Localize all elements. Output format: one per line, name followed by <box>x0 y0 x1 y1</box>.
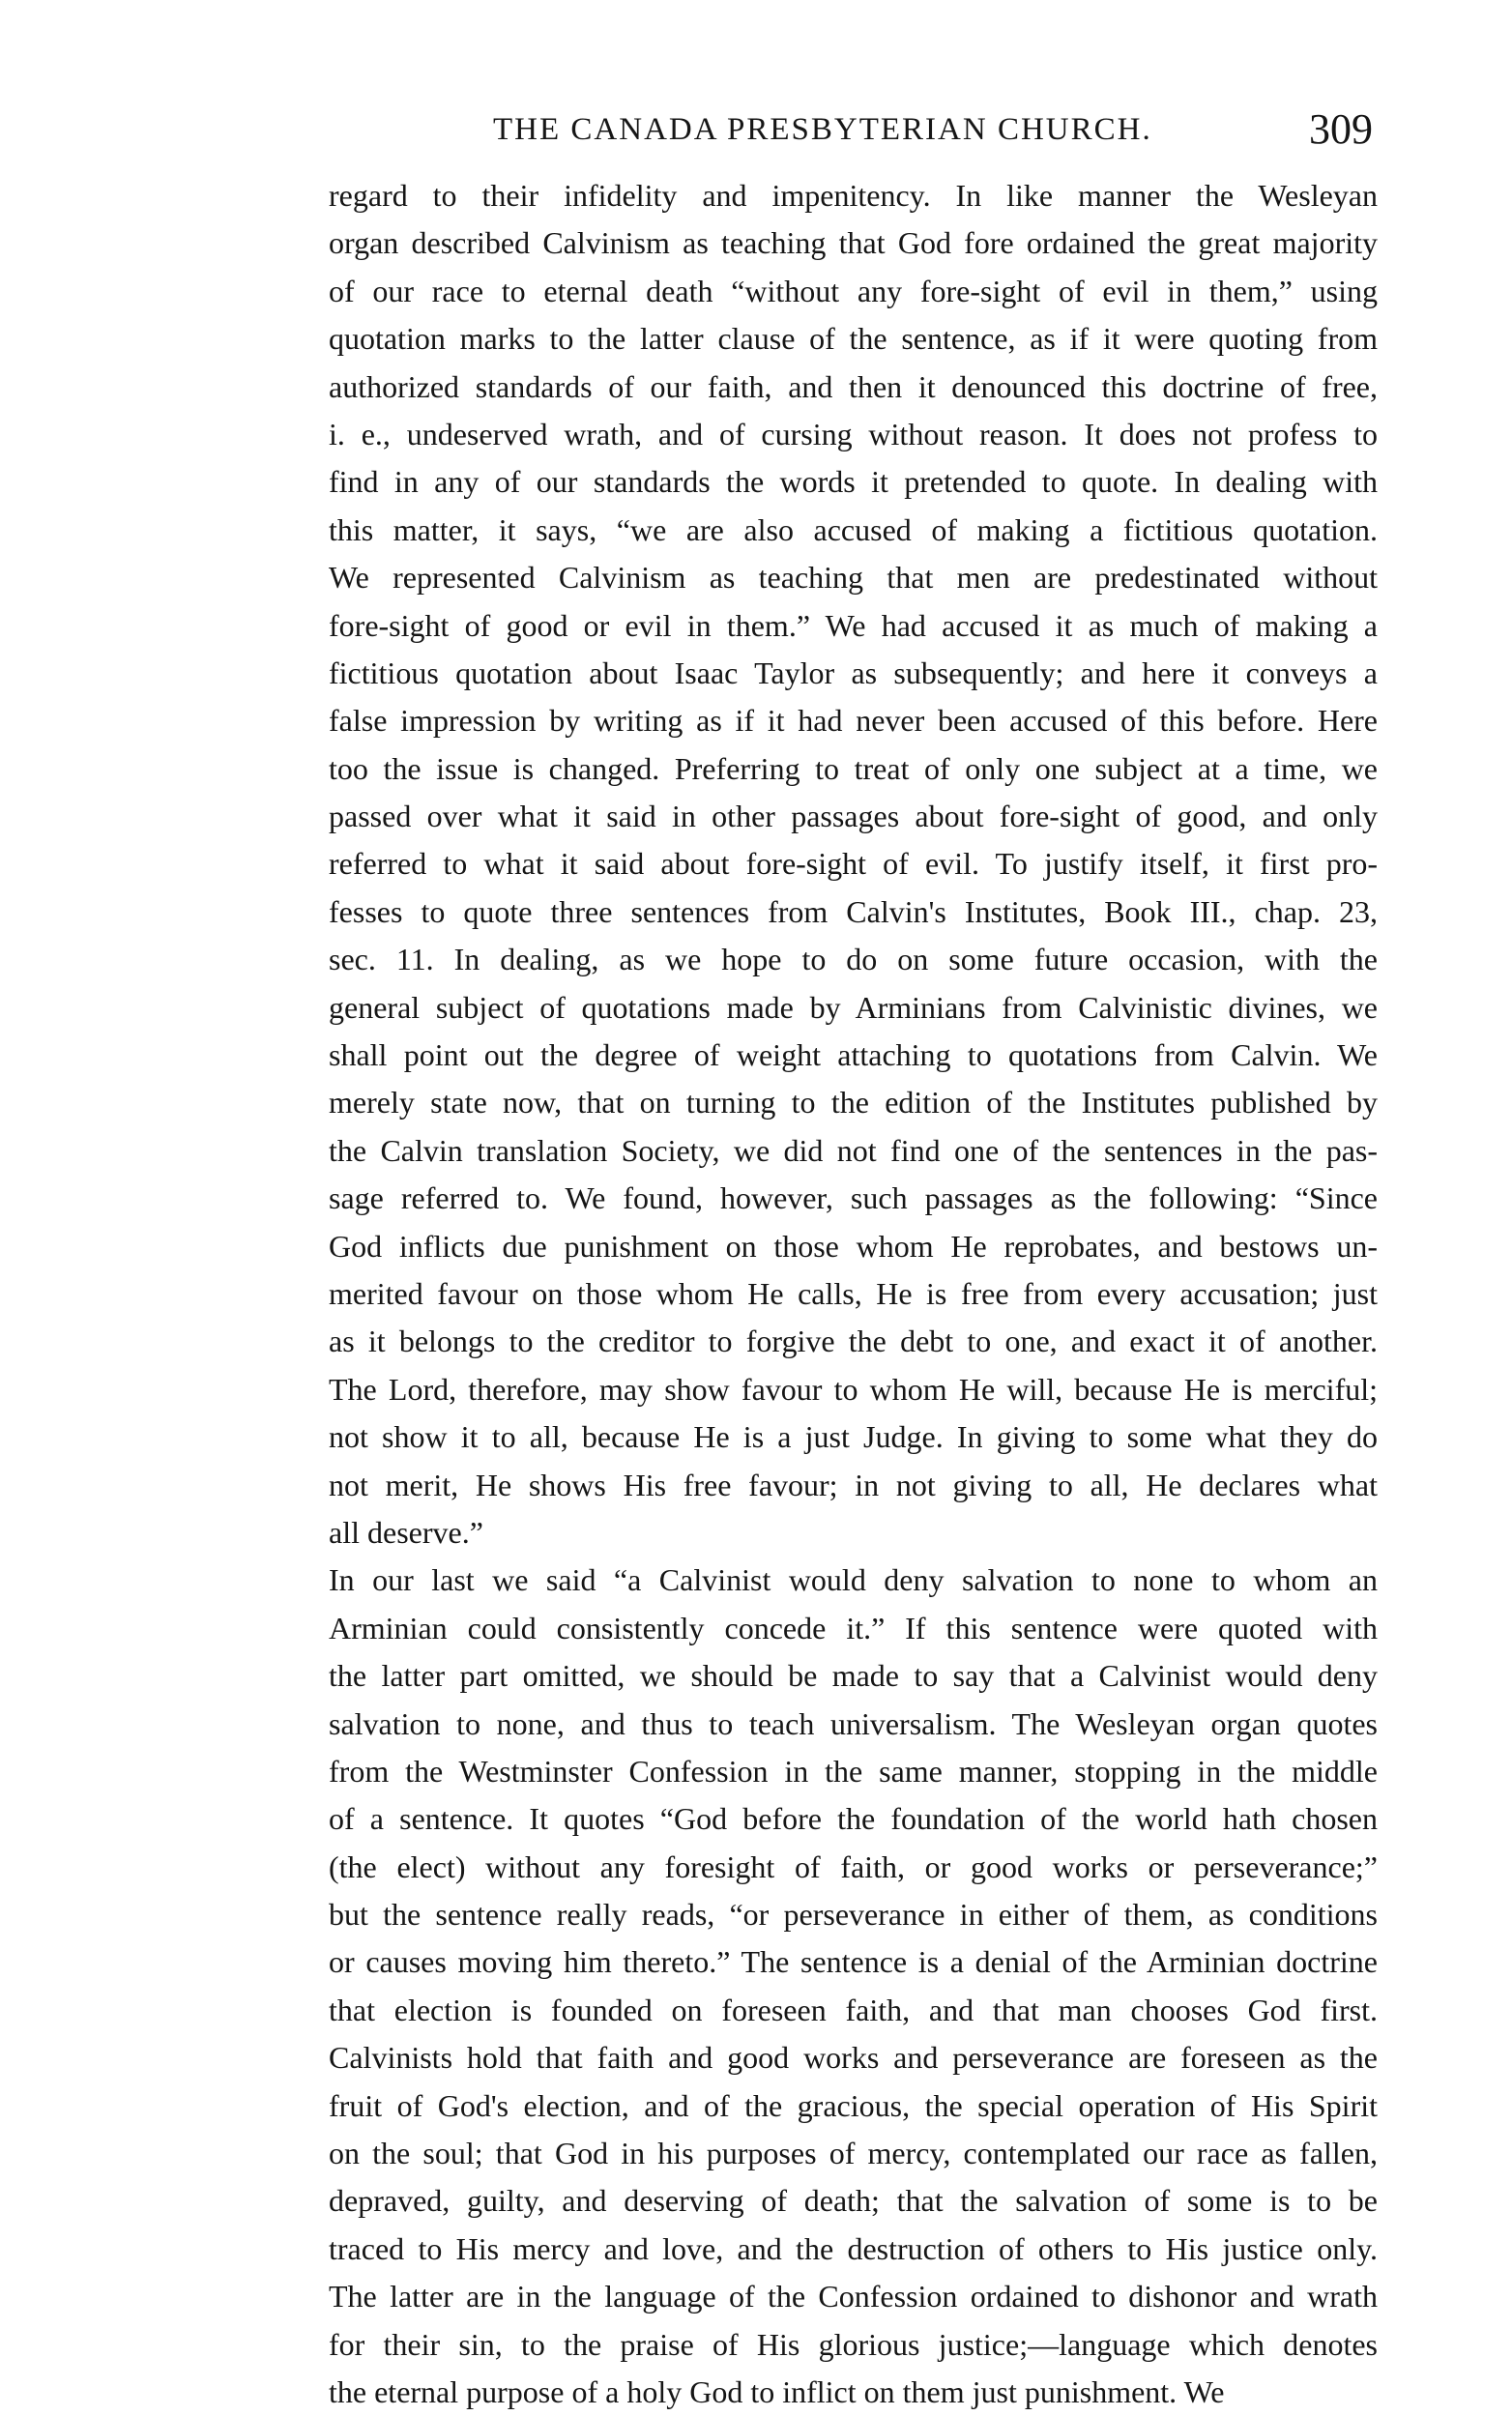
text-line: We represented Calvinism as teaching that men are predestinated without <box>329 560 1378 596</box>
text-line: God inflicts due punishment on those whom He reprobates, and bestows un- <box>329 1228 1378 1264</box>
text-line: Arminian could consistently concede it.” If this sentence were quoted with <box>329 1610 1378 1645</box>
text-line: from the Westminster Confession in the same manner, stopping in the middle <box>329 1753 1378 1789</box>
running-head <box>329 104 1373 162</box>
text-line: on the soul; that God in his purposes of mercy, contemplated our race as fallen, <box>329 2136 1378 2171</box>
text-line: traced to His mercy and love, and the destruction of others to His justice only. <box>329 2230 1378 2266</box>
text-line: (the elect) without any foresight of faith, or good works or perseverance;” <box>329 1848 1378 1884</box>
text-line: In our last we said “a Calvinist would deny salvation to none to whom an <box>329 1562 1378 1598</box>
text-line: but the sentence really reads, “or perseverance in either of them, as conditions <box>329 1897 1378 1933</box>
paragraph-1 <box>329 172 1378 1557</box>
text-line: The Lord, therefore, may show favour to whom He will, because He is merciful; <box>329 1371 1378 1407</box>
text-line: fruit of God's election, and of the gracious, the special operation of His Spirit <box>329 2087 1378 2123</box>
text-line: this matter, it says, “we are also accused of making a fictitious quotation. <box>329 511 1378 547</box>
text-line: merely state now, that on turning to the edition of the Institutes published by <box>329 1085 1378 1121</box>
page-number: 309 <box>1309 105 1373 153</box>
text-line: all deserve.” <box>329 1514 483 1550</box>
text-line: shall point out the degree of weight attaching to quotations from Calvin. We <box>329 1037 1378 1073</box>
text-line: merited favour on those whom He calls, He is free from every accusation; just <box>329 1275 1378 1311</box>
text-line: passed over what it said in other passages about fore-sight of good, and only <box>329 799 1378 834</box>
text-line: not merit, He shows His free favour; in not giving to all, He declares what <box>329 1467 1378 1502</box>
text-line: find in any of our standards the words it pretended to quote. In dealing with <box>329 464 1378 500</box>
text-line: that election is founded on foreseen faith, and that man chooses God first. <box>329 1992 1378 2027</box>
text-line: referred to what it said about fore-sight of evil. To justify itself, it first pro- <box>329 846 1378 882</box>
text-line: fictitious quotation about Isaac Taylor as subsequently; and here it conveys a <box>329 655 1378 690</box>
text-line: of our race to eternal death “without any fore-sight of evil in them,” using <box>329 273 1378 308</box>
text-line: sec. 11. In dealing, as we hope to do on some future occasion, with the <box>329 942 1378 977</box>
text-line: not show it to all, because He is a just Judge. In giving to some what they do <box>329 1419 1378 1455</box>
text-line: the eternal purpose of a holy God to inflict on them just punishment. We <box>329 2373 1225 2409</box>
running-title: THE CANADA PRESBYTERIAN CHURCH. <box>493 112 1152 147</box>
text-line: the Calvin translation Society, we did not find one of the sentences in the pas- <box>329 1132 1378 1168</box>
text-line: authorized standards of our faith, and then it denounced this doctrine of free, <box>329 368 1378 404</box>
text-line: quotation marks to the latter clause of the sentence, as if it were quoting from <box>329 321 1378 357</box>
text-line: the latter part omitted, we should be made to say that a Calvinist would deny <box>329 1658 1378 1694</box>
paragraph-2 <box>329 1557 1378 2416</box>
text-line: too the issue is changed. Preferring to treat of only one subject at a time, we <box>329 750 1378 786</box>
text-line: organ described Calvinism as teaching that God fore ordained the great majority <box>329 225 1378 261</box>
text-line: or causes moving him thereto.” The sentence is a denial of the Arminian doctrine <box>329 1944 1378 1980</box>
text-line: Calvinists hold that faith and good works and perseverance are foreseen as the <box>329 2040 1378 2076</box>
text-line: as it belongs to the creditor to forgive the debt to one, and exact it of another. <box>329 1324 1378 1359</box>
text-line: regard to their infidelity and impenitency. In like manner the Wesleyan <box>329 178 1378 213</box>
text-line: depraved, guilty, and deserving of death; that the salvation of some is to be <box>329 2183 1378 2219</box>
text-line: sage referred to. We found, however, such passages as the following: “Since <box>329 1180 1378 1216</box>
text-line: false impression by writing as if it had never been accused of this before. Here <box>329 703 1378 739</box>
text-line: i. e., undeserved wrath, and of cursing without reason. It does not profess to <box>329 416 1378 451</box>
text-line: salvation to none, and thus to teach universalism. The Wesleyan organ quotes <box>329 1705 1378 1741</box>
text-line: The latter are in the language of the Confession ordained to dishonor and wrath <box>329 2279 1378 2314</box>
text-line: fore-sight of good or evil in them.” We had accused it as much of making a <box>329 607 1378 643</box>
text-line: of a sentence. It quotes “God before the foundation of the world hath chosen <box>329 1801 1378 1837</box>
body-text <box>329 172 1378 2416</box>
text-line: fesses to quote three sentences from Calvin's Institutes, Book III., chap. 23, <box>329 893 1378 929</box>
text-line: for their sin, to the praise of His glorious justice;—language which denotes <box>329 2326 1378 2362</box>
text-line: general subject of quotations made by Arminians from Calvinistic divines, we <box>329 989 1378 1025</box>
